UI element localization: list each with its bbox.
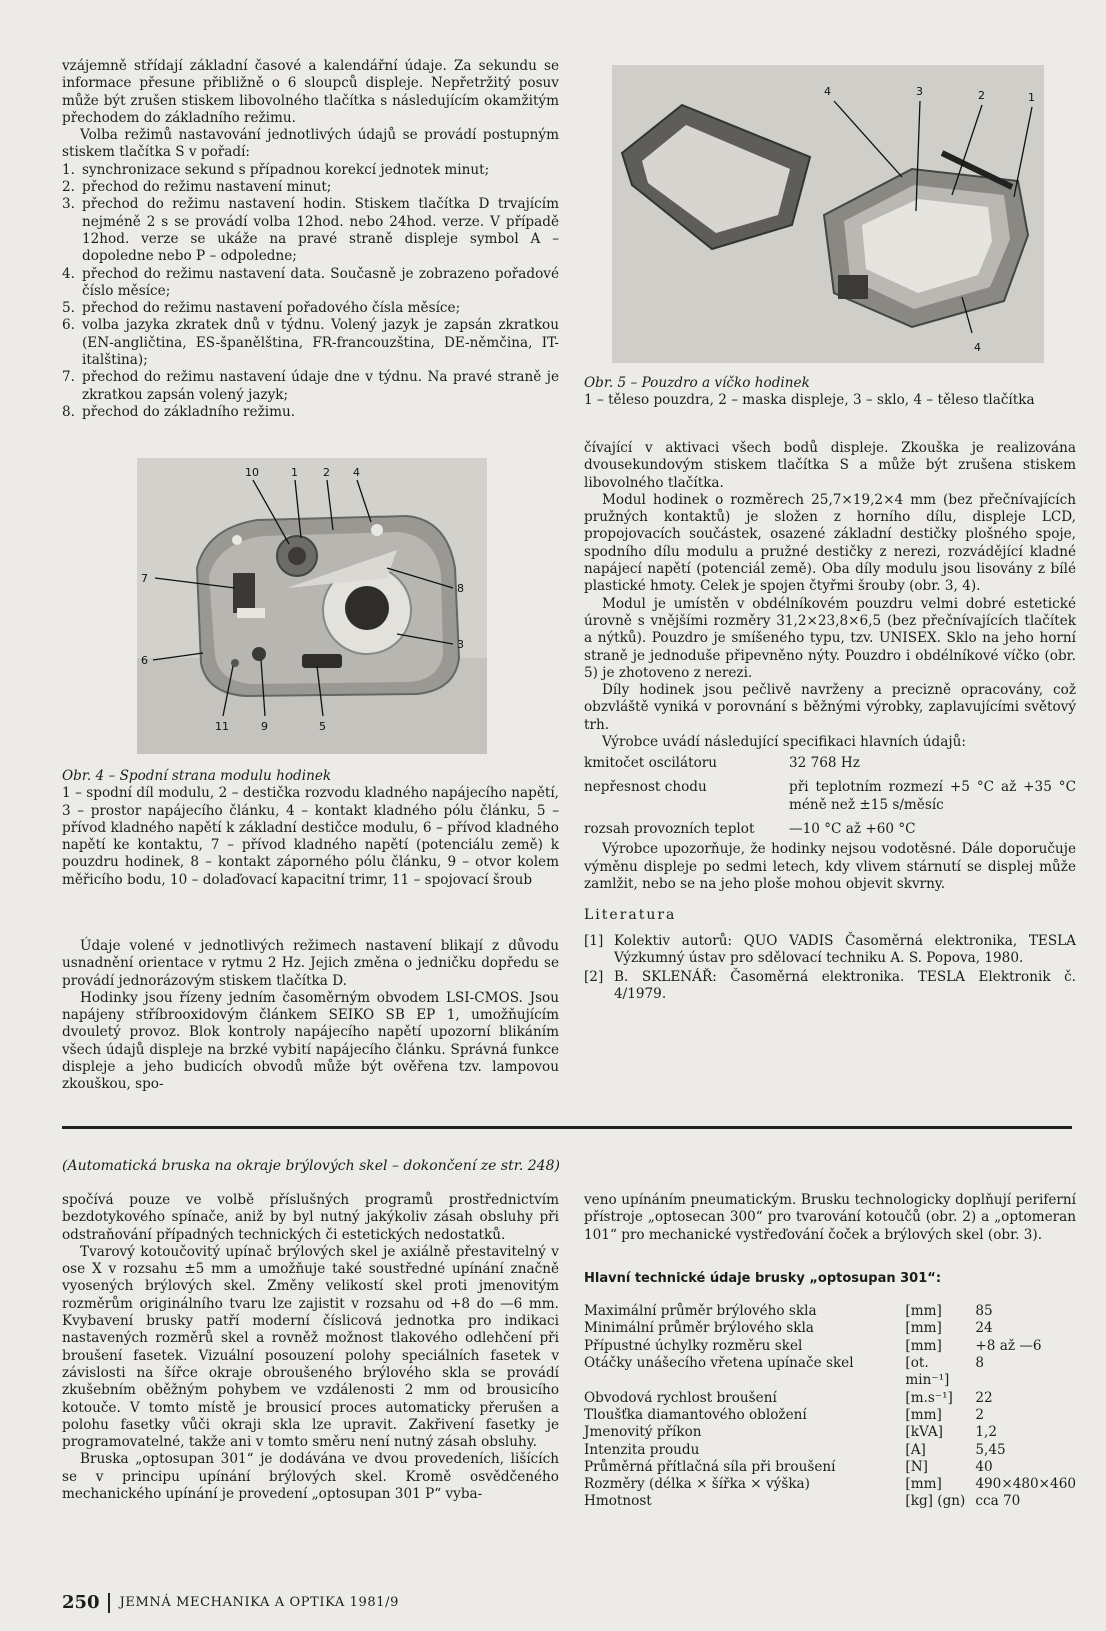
table-row: Hmotnost [kg] (gn) cca 70 xyxy=(584,1493,1021,1510)
figure-5-label: 4 xyxy=(824,85,831,98)
spec-value: —10 °C až +60 °C xyxy=(789,821,916,838)
table-row xyxy=(584,817,1076,841)
reference-item: [1] Kolektiv autorů: QUO VADIS Časoměrná elektronika, TESLA Výzkumný ústav pro sdělovací techniku A. S. Popova, 1980. xyxy=(584,932,1076,966)
table-row: Tloušťka diamantového obložení [mm] 2 xyxy=(584,1406,985,1423)
left-column-bottom xyxy=(62,938,559,1094)
spec-value: 32 768 Hz xyxy=(789,755,860,772)
paragraph: vzájemně střídají základní časové a kalendářní údaje. Za sekundu se informace přesune přibližně o 6 sloupců displeje. Nepřetržitý posuv může být zrušen stiskem libovolného tlačítka s následujícím okamžitým přechodem do základního režimu. xyxy=(62,58,559,126)
paragraph: Modul hodinek o rozměrech 25,7×19,2×4 mm (bez přečnívajících pružných kontaktů) je složen z horního dílu, displeje LCD, propojovacích součástek, osazené základní destičky plošného spoje, spodního dílu modulu a pružné destičky z nerezi, rozvádějící kladné napájecí napětí (potenciál země). Oba díly modulu jsou lisovány z bílé plastické hmoty. Celek je spojen čtyřmi šrouby (obr. 3, 4). xyxy=(584,491,1076,595)
paragraph: Údaje volené v jednotlivých režimech nastavení blikají z důvodu usnadnění orientace v rytmu 2 Hz. Jejich změna o jedničku dopředu se provádí jednorázovým stiskem tlačítka D. xyxy=(62,938,559,989)
figure-4-label: 6 xyxy=(141,654,148,667)
paragraph: veno upínáním pneumatickým. Brusku technologicky doplňují periferní přístroje „optosecan 300“ pro tvarování kotoučů (obr. 2) a „optomeran 101“ pro mechanické vystřeďování čoček a brýlových skel (obr. 3). xyxy=(584,1192,1076,1243)
list-item: 8. přechod do základního režimu. xyxy=(62,403,296,420)
figure-4-label: 3 xyxy=(457,638,464,651)
figure-5-photo xyxy=(612,65,1044,363)
reference-item: [2] B. SKLENÁŘ: Časoměrná elektronika. TESLA Elektronik č. 4/1979. xyxy=(584,969,1076,1003)
journal-name: JEMNÁ MECHANIKA A OPTIKA 1981/9 xyxy=(119,1595,399,1610)
figure-4-photo xyxy=(137,458,487,754)
list-item: 7. přechod do režimu nastavení údaje dne v týdnu. Na pravé straně je zkratkou zapsán volený jazyk; xyxy=(62,369,559,403)
footer-divider xyxy=(108,1593,110,1613)
figure-4-label: 4 xyxy=(353,466,360,479)
list-item: 6. volba jazyka zkratek dnů v týdnu. Volený jazyk je zapsán zkratkou (EN-angličtina, ES-španělština, FR-francouzština, DE-němčina, IT-italština); xyxy=(62,317,559,369)
paragraph: Volba režimů nastavování jednotlivých údajů se provádí postupným stiskem tlačítka S v pořadí: xyxy=(62,127,559,161)
figure-4-label: 2 xyxy=(323,466,330,479)
spec-key: rozsah provozních teplot xyxy=(584,821,755,838)
bottom-right-column xyxy=(584,1192,1076,1511)
page-footer xyxy=(62,1592,399,1613)
figure-4-label: 1 xyxy=(291,466,298,479)
table-row xyxy=(584,751,1076,775)
figure-5-label: 2 xyxy=(978,89,985,102)
left-column-top xyxy=(62,58,559,421)
literature-heading: Literatura xyxy=(584,907,677,924)
spec-value: při teplotním rozmezí +5 °C až +35 °C méně než ±15 s/měsíc xyxy=(789,779,1076,814)
caption-title: Obr. 4 – Spodní strana modulu hodinek xyxy=(62,768,332,784)
table-title: Hlavní technické údaje brusky „optosupan 301“: xyxy=(584,1270,942,1286)
grinder-spec-table xyxy=(584,1303,1076,1511)
figure-5-label: 3 xyxy=(916,85,923,98)
paragraph: Výrobce uvádí následující specifikaci hlavních údajů: xyxy=(602,734,966,751)
list-item: 5. přechod do režimu nastavení pořadového čísla měsíce; xyxy=(62,300,461,317)
list-item: 3. přechod do režimu nastavení hodin. Stiskem tlačítka D trvajícím nejméně 2 s se provádí volba 12hod. nebo 24hod. verze. V případě 12hod. verze se ukáže na pravé straně displeje symbol A – dopoledne nebo P – odpoledne; xyxy=(62,196,559,265)
table-row: Obvodová rychlost broušení [m.s⁻¹] 22 xyxy=(584,1389,993,1406)
continuation-heading: (Automatická bruska na okraje brýlových skel – dokončení ze str. 248) xyxy=(62,1158,560,1174)
figure-4-label: 10 xyxy=(245,466,259,479)
table-row xyxy=(584,775,1076,817)
figure-4-label: 8 xyxy=(457,582,464,595)
table-row: Rozměry (délka × šířka × výška) [mm] 490×480×460 xyxy=(584,1476,1076,1493)
figure-5-caption xyxy=(584,375,1076,410)
figure-4-label: 5 xyxy=(319,720,326,733)
table-row: Průměrná přítlačná síla při broušení [N] 40 xyxy=(584,1458,993,1475)
paragraph: čívající v aktivaci všech bodů displeje. Zkouška je realizována dvousekundovým stiskem tlačítka S a může být zrušena stiskem libovolného tlačítka. xyxy=(584,440,1076,491)
caption-body: 1 – těleso pouzdra, 2 – maska displeje, 3 – sklo, 4 – těleso tlačítka xyxy=(584,392,1035,409)
spec-key: kmitočet oscilátoru xyxy=(584,755,718,772)
table-row: Přípustné úchylky rozměru skel [mm] +8 až —6 xyxy=(584,1337,1042,1354)
figure-4-label: 11 xyxy=(215,720,229,733)
table-row: Otáčky unášecího vřetena upínače skel [ot. min⁻¹] 8 xyxy=(584,1355,985,1389)
figure-4-label: 7 xyxy=(141,572,148,585)
table-row: Jmenovitý příkon [kVA] 1,2 xyxy=(584,1424,997,1441)
paragraph: spočívá pouze ve volbě příslušných programů prostřednictvím bezdotykového spínače, aniž by byl nutný jakýkoliv zásah obsluhy při odstraňování případných technických či estetických nedostatků. xyxy=(62,1192,559,1243)
page-number: 250 xyxy=(62,1592,100,1613)
table-row: Intenzita proudu [A] 5,45 xyxy=(584,1441,1006,1458)
list-item: 2. přechod do režimu nastavení minut; xyxy=(62,179,332,196)
spec-key: nepřesnost chodu xyxy=(584,779,707,796)
caption-body: 1 – spodní díl modulu, 2 – destička rozvodu kladného napájecího napětí, 3 – prostor napájecího článku, 4 – kontakt kladného pólu článku, 5 – přívod kladného napětí k základní destičce modulu, 6 – přívod kladného napětí ke kontaktu, 7 – přívod kladného napětí (potenciálu země) k pouzdru hodinek, 8 – kontakt záporného pólu článku, 9 – otvor kolem měřicího bodu, 10 – dolaďovací kapacitní trimr, 11 – spojovací šroub xyxy=(62,785,559,888)
right-column xyxy=(584,440,1076,1006)
section-divider xyxy=(62,1126,1072,1129)
paragraph: Výrobce upozorňuje, že hodinky nejsou vodotěsné. Dále doporučuje výměnu displeje po sedmi letech, kdy vlivem stárnutí se displej může zamlžit, nebo se na jeho ploše mohou objevit skvrny. xyxy=(584,841,1076,892)
paragraph: Bruska „optosupan 301“ je dodávána ve dvou provedeních, lišících se v principu upínání brýlových skel. Kromě osvědčeného mechanického upínání je provedení „optosupan 301 P“ vyba- xyxy=(62,1451,559,1503)
list-item: 4. přechod do režimu nastavení data. Současně je zobrazeno pořadové číslo měsíce; xyxy=(62,265,559,299)
caption-title: Obr. 5 – Pouzdro a víčko hodinek xyxy=(584,375,810,391)
figure-4-label: 9 xyxy=(261,720,268,733)
paragraph: Díly hodinek jsou pečlivě navrženy a precizně opracovány, což obzvláště vyniká v porovnání s běžnými výrobky, zaplavujícími světový trh. xyxy=(584,682,1076,733)
table-row: Minimální průměr brýlového skla [mm] 24 xyxy=(584,1320,993,1337)
paragraph: Tvarový kotoučovitý upínač brýlových skel je axiálně přestavitelný v ose X v rozsahu ±5 mm a umožňuje také soustředné upínání značně vyosených brýlových skel. Změny velikostí skel proti jmenovitým rozměrům originálního tvaru lze zajistit v rozsahu od +8 do —6 mm. Kvybavení brusky patří moderní číslicová jednotka pro indikaci nastavených rozměrů skel a rovněž možnost tlakového odlehčení při broušení fasetek. Vizuální posouzení polohy speciálních fasetek v závislosti na šířce okraje obroušeného brýlového skla se provádí zkušebním oběžným pohybem ve vzdálenosti 2 mm od brousicího kotouče. V tomto místě je brousicí proces automaticky přerušen a polohu fasetky vůči okraji skla lze upravit. Zakřivení fasetky je programovatelné, takže ani v tomto směru není nutný zásah obsluhy. xyxy=(62,1243,559,1451)
bottom-left-column xyxy=(62,1192,559,1503)
figure-5-label: 4 xyxy=(974,341,981,354)
list-item: 1. synchronizace sekund s případnou korekcí jednotek minut; xyxy=(62,161,490,178)
paragraph: Hodinky jsou řízeny jedním časoměrným obvodem LSI-CMOS. Jsou napájeny stříbrooxidovým článkem SEIKO SB EP 1, umožňujícím dvouletý provoz. Blok kontroly napájecího napětí upozorní blikáním všech údajů displeje na brzké vybití napájecího článku. Správná funkce displeje a jeho budicích obvodů může být ověřena tzv. lampovou zkouškou, spo- xyxy=(62,989,559,1093)
setting-modes-list xyxy=(62,162,559,421)
table-row: Maximální průměr brýlového skla [mm] 85 xyxy=(584,1303,993,1320)
watch-spec-table xyxy=(584,751,1076,841)
paragraph: Modul je umístěn v obdélníkovém pouzdru velmi dobré estetické úrovně s vnějšími rozměry 31,2×23,8×6,5 (bez přečnívajících tlačítek a nýtků). Pouzdro je smíšeného typu, tzv. UNISEX. Sklo na jeho horní straně je jednoduše připevněno nýty. Pouzdro i obdélníkové víčko (obr. 5) je zhotoveno z nerezi. xyxy=(584,595,1076,681)
figure-4-caption xyxy=(62,768,559,889)
figure-5-label: 1 xyxy=(1028,91,1035,104)
